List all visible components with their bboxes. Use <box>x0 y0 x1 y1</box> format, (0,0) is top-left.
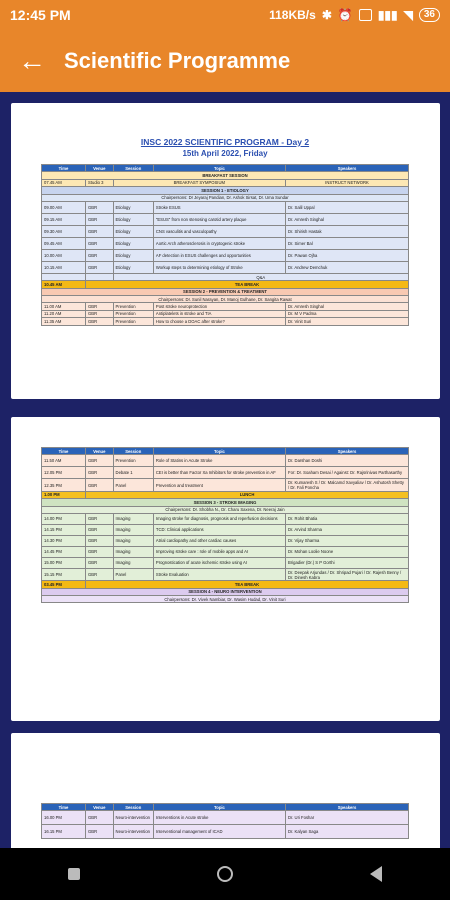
cell-speaker: Dr. Arvind Sharma <box>286 524 409 535</box>
cell-venue: GBR <box>86 310 114 317</box>
cell-speaker: Dr. Rohit Bhatia <box>286 513 409 524</box>
table-row <box>42 213 409 225</box>
chairpersons: Chairpersons: Dr Jeyaraj Pandian, Dr. Ashok Sirsat, Dr. Uma Sundar <box>42 194 409 201</box>
cell-topic: Aortic Arch atherosclerosis in cryptogenic stroke <box>153 237 285 249</box>
col-time: Time <box>42 165 86 172</box>
cell-topic: Atrial cardiopathy and other cardiac causes <box>153 535 285 546</box>
table-row <box>42 513 409 524</box>
cell-venue: GBR <box>86 261 114 273</box>
cell-topic: Stroke Evaluation <box>153 568 285 580</box>
cell-topic: Prevention and treatment <box>153 479 285 491</box>
session-title: SESSION 4 - NEURO INTERVENTION <box>42 588 409 595</box>
cell-time: 07.45 AM <box>42 179 86 186</box>
cell-venue: GBR <box>86 467 114 479</box>
program-sheet <box>41 137 409 326</box>
table-header <box>42 804 409 811</box>
tea-label: TEA BREAK <box>86 281 409 288</box>
status-icons <box>269 8 440 22</box>
back-arrow-icon[interactable]: ← <box>18 45 46 76</box>
table-row <box>42 249 409 261</box>
cell-time: 10.00 AM <box>42 249 86 261</box>
tea-label: TEA BREAK <box>86 581 409 588</box>
table-row <box>42 811 409 825</box>
table-row <box>42 825 409 839</box>
table-row <box>42 310 409 317</box>
table-row <box>42 303 409 310</box>
table-row <box>42 491 409 498</box>
cell-speaker: Dr. Andrew Demchuk <box>286 261 409 273</box>
cell-time: 16.00 PM <box>42 811 86 825</box>
cell-session: Imaging <box>113 557 153 568</box>
cell-time: 14.15 PM <box>42 524 86 535</box>
cell-time: 12.05 PM <box>42 467 86 479</box>
cell-topic: Imaging stroke for diagnosis, prognosis and reperfusion decisions <box>153 513 285 524</box>
col-topic: Topic <box>153 448 285 455</box>
cell-topic: Interventions in Acute stroke <box>153 811 285 825</box>
cell-speaker: Dr. M V Padma <box>286 310 409 317</box>
cell-session: Imaging <box>113 524 153 535</box>
cell-venue: Studio 3 <box>86 179 114 186</box>
notification-icon <box>359 9 372 21</box>
pdf-page-2 <box>11 417 440 721</box>
cell-speaker: Dr. Simer Bal <box>286 237 409 249</box>
cell-speaker: Dr. Darshan Doshi <box>286 455 409 467</box>
table-row <box>42 524 409 535</box>
home-icon[interactable] <box>217 866 233 882</box>
table-row <box>42 467 409 479</box>
table-row <box>42 581 409 588</box>
cell-venue: GBR <box>86 513 114 524</box>
cell-session: Etiology <box>113 249 153 261</box>
signal-icon: ▮▮▮ <box>377 8 398 22</box>
cell-venue: GBR <box>86 318 114 325</box>
cell-venue: GBR <box>86 249 114 261</box>
cell-topic: Stroke ESUS <box>153 201 285 213</box>
cell-session: Debate 1 <box>113 467 153 479</box>
cell-topic: "ESUS" from non stenosing carotid artery plaque <box>153 213 285 225</box>
col-session: Session <box>113 448 153 455</box>
doc-title: INSC 2022 SCIENTIFIC PROGRAM - Day 2 <box>140 137 310 147</box>
cell-topic: Workup steps to determining etiology of Stroke <box>153 261 285 273</box>
col-speakers: Speakers <box>286 448 409 455</box>
cell-time: 16.15 PM <box>42 825 86 839</box>
cell-time: 09.30 AM <box>42 225 86 237</box>
system-nav-bar <box>0 848 450 900</box>
chair-row <box>42 596 409 603</box>
cell-session: Etiology <box>113 225 153 237</box>
session-header <box>42 499 409 506</box>
table-row <box>42 568 409 580</box>
col-time: Time <box>42 448 86 455</box>
table-header <box>42 448 409 455</box>
session-header <box>42 187 409 194</box>
cell-speaker: Brigadier (Dr.) S P Gorthi <box>286 557 409 568</box>
cell-session: Panel <box>113 479 153 491</box>
recents-icon[interactable] <box>68 868 80 880</box>
chairpersons: Chairpersons: Dr. Vivek Nambiar, Dr. Wasim Hudad, Dr. Vinit Suri <box>42 596 409 603</box>
session-header <box>42 588 409 595</box>
cell-speaker: Dr. Vijay Sharma <box>286 535 409 546</box>
cell-time: 11.00 AM <box>42 303 86 310</box>
table-row <box>42 179 409 186</box>
program-sheet <box>41 803 409 839</box>
cell-session: Etiology <box>113 261 153 273</box>
cell-session: Etiology <box>113 213 153 225</box>
cell-venue: GBR <box>86 535 114 546</box>
cell-session: Panel <box>113 568 153 580</box>
cell-venue: GBR <box>86 479 114 491</box>
col-speakers: Speakers <box>286 804 409 811</box>
alarm-icon: ⏰ <box>337 8 353 22</box>
cell-venue: GBR <box>86 303 114 310</box>
col-venue: Venue <box>86 448 114 455</box>
cell-time: 10.15 AM <box>42 261 86 273</box>
table-row <box>42 318 409 325</box>
chair-row <box>42 194 409 201</box>
cell-topic: Prognostication of acute ischemic stroke using AI <box>153 557 285 568</box>
table-row <box>42 546 409 557</box>
cell-session: Imaging <box>113 513 153 524</box>
cell-speaker: Dr. Pawan Ojha <box>286 249 409 261</box>
table-row <box>42 281 409 288</box>
cell-topic: CEI is better than Factor Xa Inhibitors for stroke prevention in AF <box>153 467 285 479</box>
cell-speaker: Dr. Deepak Arjundas / Dr. Shripad Pujari / Dr. Rajesh Benny / Dr. Dinesh Kabra <box>286 568 409 580</box>
page-title: Scientific Programme <box>64 48 291 73</box>
cell-time: 1.00 PM <box>42 491 86 498</box>
qa-label: Q&A <box>113 273 408 280</box>
cell-time: 14.30 PM <box>42 535 86 546</box>
cell-venue: GBR <box>86 557 114 568</box>
cell-venue: GBR <box>86 524 114 535</box>
lunch-label: LUNCH <box>86 491 409 498</box>
back-icon[interactable] <box>370 866 382 882</box>
cell-topic: Interventional management of ICAD <box>153 825 285 839</box>
table-row <box>42 557 409 568</box>
col-topic: Topic <box>153 804 285 811</box>
cell-venue: GBR <box>86 811 114 825</box>
bluetooth-icon: ✱ <box>321 8 332 22</box>
cell-session: Prevention <box>113 310 153 317</box>
cell-time: 09.00 AM <box>42 201 86 213</box>
cell-time: 15.15 PM <box>42 568 86 580</box>
table-row <box>42 201 409 213</box>
pdf-viewer[interactable] <box>0 92 450 848</box>
cell-topic: TCD: Clinical applications <box>153 524 285 535</box>
cell-topic: CNS vasculitis and vasculopathy <box>153 225 285 237</box>
cell-topic: BREAKFAST SYMPOSIUM <box>113 179 285 186</box>
cell-speaker: Dr. Kalyan Saga <box>286 825 409 839</box>
cell-session: Prevention <box>113 303 153 310</box>
table-row <box>42 237 409 249</box>
session-title: SESSION 3 - STROKE IMAGING <box>42 499 409 506</box>
session-title: SESSION 1 - ETIOLOGY <box>42 187 409 194</box>
table-row <box>42 535 409 546</box>
table-row <box>42 172 409 179</box>
cell-time: 09.15 AM <box>42 213 86 225</box>
chairpersons: Chairpersons: Dr. Shobha N., Dr. Charu Saxena, Dr. Neeraj Jain <box>42 506 409 513</box>
cell-time: 11.35 AM <box>42 318 86 325</box>
cell-topic: Antiplatelets in stroke and TIA <box>153 310 285 317</box>
cell-time: 03.45 PM <box>42 581 86 588</box>
col-session: Session <box>113 804 153 811</box>
cell-speaker: Dr. Amresh Singhal <box>286 213 409 225</box>
table-row <box>42 479 409 491</box>
cell-session: Neuro-intervention <box>113 811 153 825</box>
cell-venue: GBR <box>86 225 114 237</box>
cell-session: Prevention <box>113 318 153 325</box>
cell-speaker: Dr. Salil Uppal <box>286 201 409 213</box>
col-session: Session <box>113 165 153 172</box>
cell-time: 09.45 AM <box>42 237 86 249</box>
col-topic: Topic <box>153 165 285 172</box>
session-title: SESSION 2 - PREVENTION & TREATMENT <box>42 288 409 295</box>
cell-session: Imaging <box>113 535 153 546</box>
program-sheet <box>41 447 409 603</box>
program-table <box>41 164 409 326</box>
cell-time: 12.35 PM <box>42 479 86 491</box>
status-time: 12:45 PM <box>10 7 71 23</box>
cell-topic: How to choose a DOAC after stroke? <box>153 318 285 325</box>
session-header <box>42 288 409 295</box>
breakfast-label: BREAKFAST SESSION <box>42 172 409 179</box>
pdf-page-3 <box>11 733 440 848</box>
cell-speaker: INSTRUCT NETWORK <box>286 179 409 186</box>
col-venue: Venue <box>86 804 114 811</box>
col-venue: Venue <box>86 165 114 172</box>
cell-session: Imaging <box>113 546 153 557</box>
cell-speaker: For: Dr. Soaham Desai / Against: Dr. Rajsrinivas Parthasarthy <box>286 467 409 479</box>
col-time: Time <box>42 804 86 811</box>
cell-time: 11.20 AM <box>42 310 86 317</box>
doc-date: 15th April 2022, Friday <box>182 149 268 158</box>
cell-session: Neuro-intervention <box>113 825 153 839</box>
chair-row <box>42 506 409 513</box>
cell-topic: Post stroke neuroprotection <box>153 303 285 310</box>
wifi-icon: ◥ <box>403 8 413 22</box>
cell-speaker: Dr. Mohan Loolie Noone <box>286 546 409 557</box>
cell-session: Etiology <box>113 201 153 213</box>
cell-venue: GBR <box>86 201 114 213</box>
table-row <box>42 455 409 467</box>
cell-speaker: Dr. Kumaresh S / Dr. Malcamd Xavyaliav / Dr. Ashutosh Shetty / Dr. Fali Poncha <box>286 479 409 491</box>
cell-venue: GBR <box>86 455 114 467</box>
cell-venue: GBR <box>86 213 114 225</box>
pdf-page-1 <box>11 103 440 399</box>
chair-row <box>42 296 409 303</box>
cell-time: 11.50 AM <box>42 455 86 467</box>
table-row <box>42 273 409 280</box>
program-table <box>41 447 409 603</box>
cell-session: Prevention <box>113 455 153 467</box>
cell-topic: Role of Statins in Acute Stroke <box>153 455 285 467</box>
cell-topic: AF detection in ESUS challenges and opportunities <box>153 249 285 261</box>
cell-venue: GBR <box>86 546 114 557</box>
cell-venue: GBR <box>86 825 114 839</box>
cell-session: Etiology <box>113 237 153 249</box>
app-bar <box>0 30 450 92</box>
status-bar <box>0 0 450 30</box>
cell-venue: GBR <box>86 237 114 249</box>
cell-time: 15.00 PM <box>42 557 86 568</box>
cell-time: 10.45 AM <box>42 281 86 288</box>
cell-speaker: Dr. Amresh Singhal <box>286 303 409 310</box>
table-row <box>42 261 409 273</box>
network-speed: 118KB/s <box>269 8 316 22</box>
table-header <box>42 165 409 172</box>
cell-time: 14.00 PM <box>42 513 86 524</box>
cell-time: 14.45 PM <box>42 546 86 557</box>
col-speakers: Speakers <box>286 165 409 172</box>
cell-speaker: Dr. Shirish Hastak <box>286 225 409 237</box>
cell-speaker: Dr. Vinit Suri <box>286 318 409 325</box>
battery-icon: 36 <box>419 8 440 22</box>
cell-speaker: Dr. Uri Foshar <box>286 811 409 825</box>
table-row <box>42 225 409 237</box>
chairpersons: Chairpersons: Dr. Sunil Narayan, Dr. Manoj Gulhane, Dr. Sangita Rawat <box>42 296 409 303</box>
cell-venue: GBR <box>86 568 114 580</box>
program-table <box>41 803 409 839</box>
cell-topic: Improving stroke care : role of mobile apps and AI <box>153 546 285 557</box>
